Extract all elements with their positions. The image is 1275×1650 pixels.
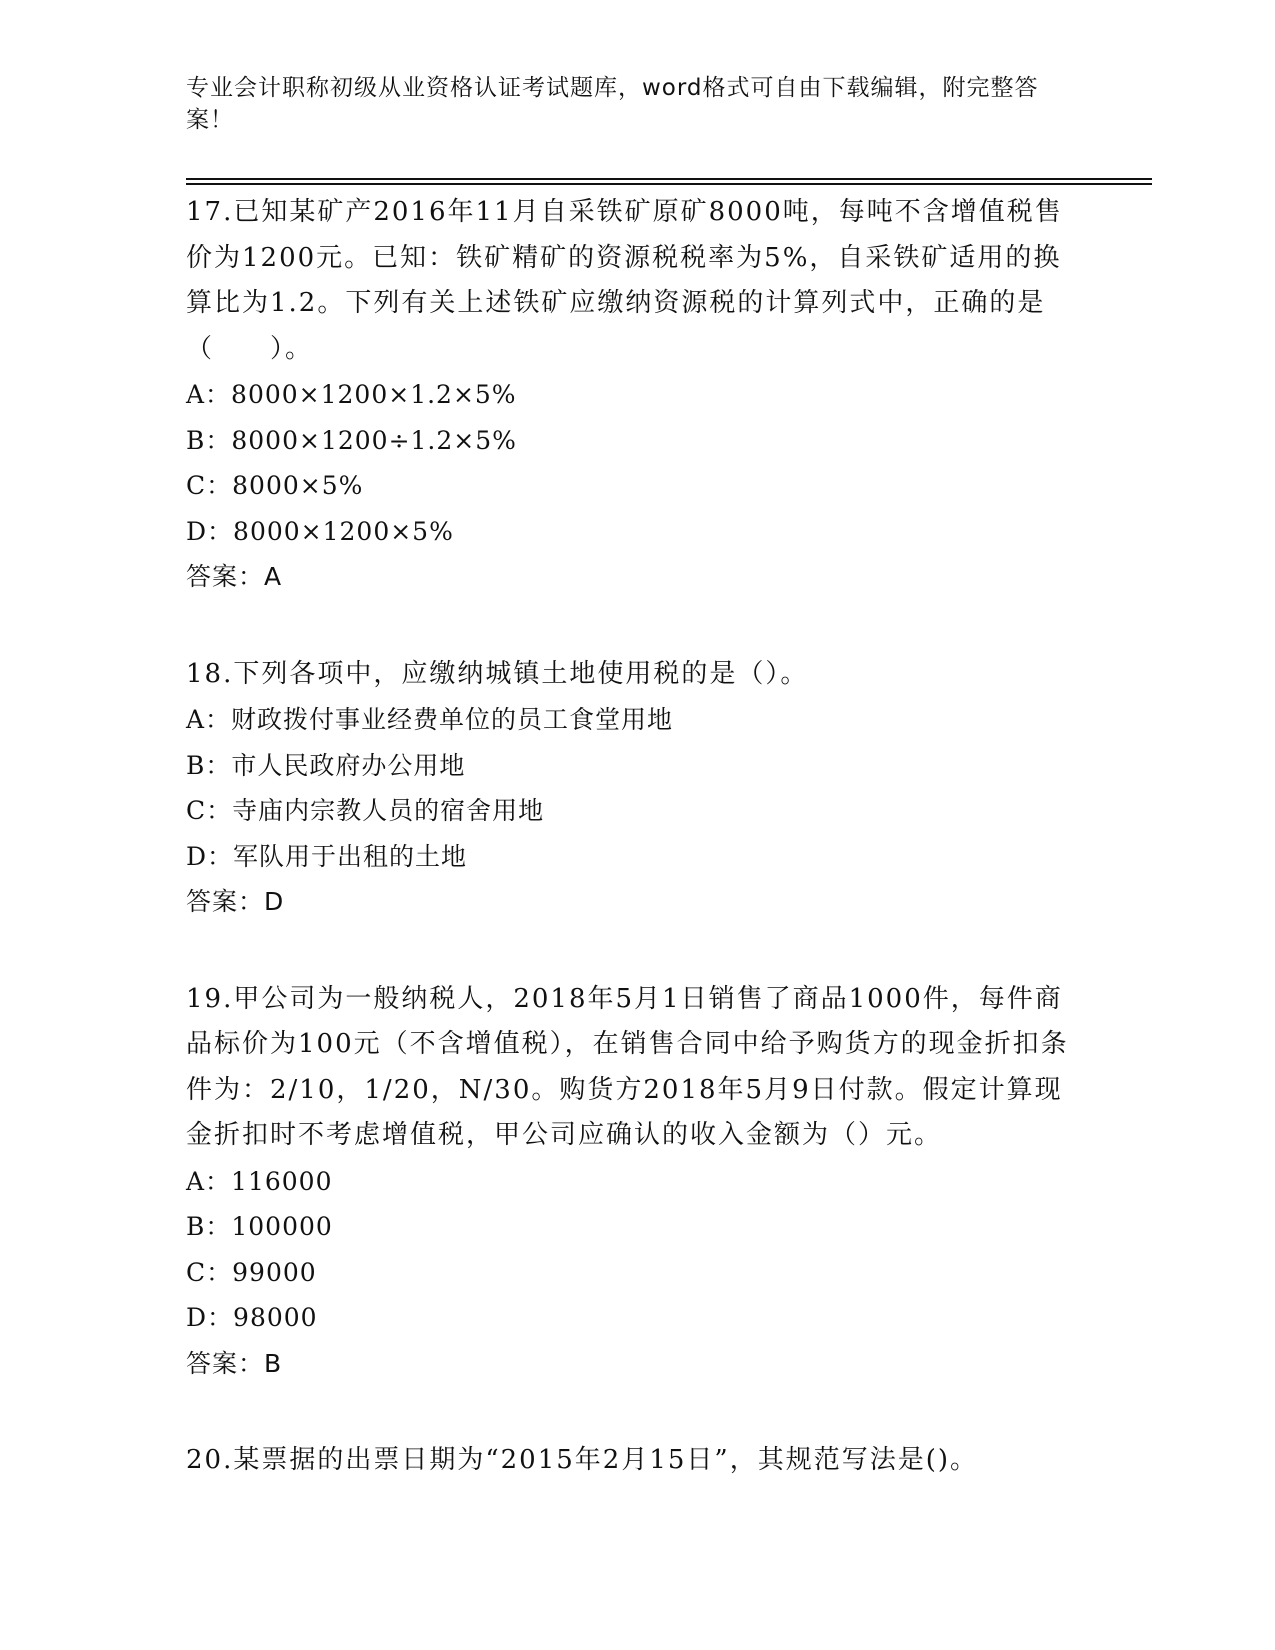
option-d: D：军队用于出租的土地	[186, 841, 468, 871]
option-d: D：8000×1200×5%	[186, 516, 454, 546]
question-stem: 18.下列各项中，应缴纳城镇土地使用税的是（）。	[186, 658, 809, 689]
question-19	[186, 977, 1086, 1387]
question-stem: 17.已知某矿产2016年11月自采铁矿原矿8000吨，每吨不含增值税售价为1200元。已知：铁矿精矿的资源税税率为5%，自采铁矿适用的换算比为1.2。下列有关上述铁矿应缴纳资源税的计算列式中，正确的是（ ）。	[186, 197, 1063, 364]
question-stem: 20.某票据的出票日期为“2015年2月15日”，其规范写法是()。	[186, 1445, 979, 1475]
option-c: C：99000	[186, 1257, 317, 1287]
option-a: A：财政拨付事业经费单位的员工食堂用地	[186, 705, 674, 734]
option-b: B：市人民政府办公用地	[186, 750, 466, 780]
answer-line: 答案：A	[186, 562, 283, 591]
header-rule-bottom	[186, 183, 1152, 185]
option-b: B：8000×1200÷1.2×5%	[186, 425, 517, 455]
question-17	[186, 190, 1086, 600]
option-d: D：98000	[186, 1303, 318, 1332]
answer-line: 答案：B	[186, 1348, 283, 1378]
question-stem: 19.甲公司为一般纳税人，2018年5月1日销售了商品1000件，每件商品标价为100元（不含增值税），在销售合同中给予购货方的现金折扣条件为：2/10，1/20，N/30。购货方2018年5月9日付款。假定计算现金折扣时不考虑增值税，甲公司应确认的收入金额为（）元。	[186, 983, 1069, 1150]
answer-line: 答案：D	[186, 887, 285, 916]
option-b: B：100000	[186, 1212, 333, 1241]
option-a: A：8000×1200×1.2×5%	[186, 380, 517, 409]
header-rule-top	[186, 178, 1152, 180]
option-c: C：寺庙内宗教人员的宿舍用地	[186, 796, 545, 825]
header-text: 专业会计职称初级从业资格认证考试题库，word格式可自由下载编辑，附完整答案！	[186, 75, 1039, 133]
question-18	[186, 652, 1086, 925]
question-list	[186, 190, 1086, 1536]
option-c: C：8000×5%	[186, 471, 364, 500]
question-20	[186, 1438, 1086, 1484]
option-a: A：116000	[186, 1166, 333, 1196]
